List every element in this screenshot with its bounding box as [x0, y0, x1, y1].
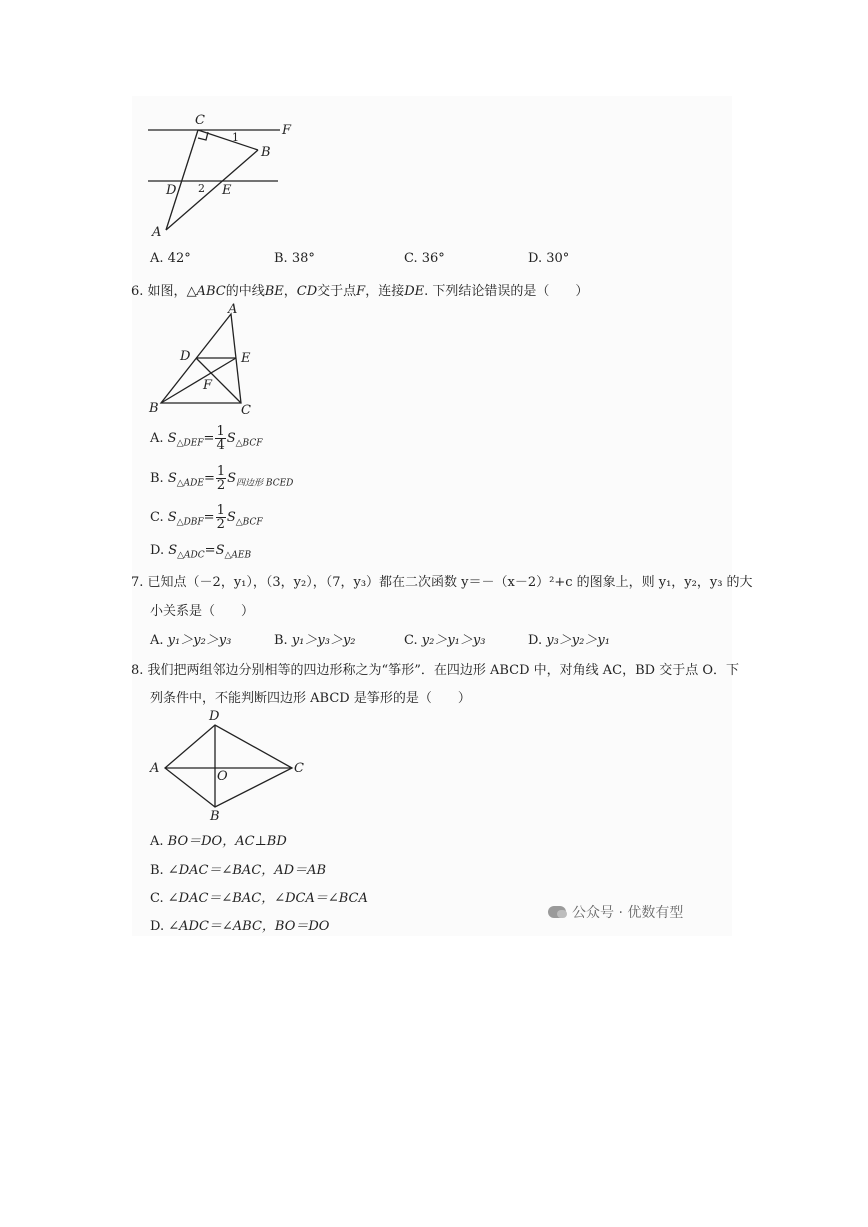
math-sub: △DBF [176, 517, 204, 528]
watermark-text: 公众号 · 优数有型 [572, 905, 684, 921]
option-letter: D. [528, 633, 543, 648]
stem-text: 我们把两组邻边分别相等的四边形称之为“筝形”．在四边形 ABCD 中，对角线 AC，BD 交于点 O．下 [147, 663, 740, 678]
math-sub: △BCF [235, 438, 263, 449]
option-text: 36° [421, 251, 445, 266]
option-letter: A. [150, 834, 164, 849]
option-letter: D. [528, 251, 543, 266]
option-text: 38° [291, 251, 315, 266]
stem-text: ，连接 [365, 284, 405, 299]
math-s: S [226, 510, 236, 525]
math-sub: △ADE [176, 478, 204, 489]
stem-text: 已知点（－2，y₁），（3，y₂），（7，y₃）都在二次函数 y＝－（x－2）²+c 的图象上，则 y₁，y₂，y₃ 的大 [147, 575, 753, 590]
math-eq: = [203, 471, 215, 486]
q8-stem-line1 [131, 659, 739, 678]
stem-math: F [356, 284, 366, 299]
option-letter: B. [150, 863, 164, 878]
stem-math: △ABC [186, 284, 226, 299]
option-letter: C. [150, 891, 164, 906]
fraction [215, 425, 225, 452]
q7-stem-line2 [150, 600, 254, 619]
option-letter: C. [150, 510, 164, 525]
stem-text: ， [283, 284, 297, 299]
q8-stem-line2 [150, 687, 471, 706]
q6-label-e: E [241, 351, 251, 366]
option-letter: D. [150, 543, 165, 558]
q6-option-a[interactable] [150, 425, 262, 452]
q6-option-d[interactable] [150, 543, 251, 561]
q6-stem [131, 280, 588, 299]
q5-segment-ba [166, 150, 258, 230]
q5-label-c: C [195, 113, 205, 128]
fraction-num: 1 [216, 424, 225, 439]
wechat-icon [548, 906, 566, 918]
q8-option-d[interactable] [150, 915, 329, 934]
q6-label-d: D [180, 349, 191, 364]
q7-option-b[interactable] [274, 629, 356, 648]
math-s: S [167, 510, 177, 525]
option-text: y₁＞y₂＞y₃ [167, 633, 232, 648]
question-number: 6. [131, 284, 144, 299]
q8-option-a[interactable] [150, 830, 287, 849]
q5-figure [140, 108, 310, 243]
fraction [216, 504, 226, 531]
option-letter: A. [150, 251, 164, 266]
q8-label-a: A [150, 761, 160, 776]
question-number: 8. [131, 663, 144, 678]
q8-label-o: O [217, 769, 228, 784]
q5-options [150, 251, 710, 269]
q6-option-b[interactable] [150, 465, 293, 492]
q8-figure [145, 705, 315, 823]
q6-label-f: F [203, 378, 213, 393]
stem-math: CD [296, 284, 318, 299]
question-number: 7. [131, 575, 144, 590]
q8-label-b: B [210, 809, 220, 823]
q5-segment-ca [166, 130, 198, 230]
q5-label-e: E [222, 183, 232, 198]
q6-label-a: A [228, 302, 238, 317]
q8-option-b[interactable] [150, 859, 326, 878]
option-letter: B. [150, 471, 164, 486]
watermark [548, 902, 683, 922]
option-letter: C. [404, 633, 418, 648]
math-s: S [215, 543, 225, 558]
math-sub: △BCF [235, 517, 263, 528]
stem-text: 小关系是（ ） [150, 604, 255, 619]
math-s: S [226, 431, 236, 446]
q6-label-c: C [241, 403, 251, 418]
option-letter: B. [274, 251, 288, 266]
stem-text: 的中线 [225, 284, 265, 299]
fraction-den: 2 [216, 517, 225, 532]
q6-figure [145, 300, 270, 420]
q5-label-d: D [166, 183, 177, 198]
fraction-num: 1 [216, 464, 226, 479]
q5-option-a[interactable] [150, 251, 191, 266]
option-text: y₂＞y₁＞y₃ [421, 633, 486, 648]
option-text: 42° [167, 251, 191, 266]
math-s: S [167, 431, 177, 446]
math-sub: △DEF [176, 438, 204, 449]
math-sub: △ADC [177, 550, 205, 561]
option-letter: D. [150, 919, 165, 934]
option-text: ∠ADC＝∠ABC，BO＝DO [168, 919, 330, 934]
q5-option-d[interactable] [528, 251, 569, 266]
q6-segment-be [161, 358, 236, 403]
q5-option-c[interactable] [404, 251, 445, 266]
q5-segment-cb [198, 130, 258, 150]
option-text: 30° [546, 251, 570, 266]
option-text: ∠DAC＝∠BAC，AD＝AB [167, 863, 327, 878]
option-text: y₁＞y₃＞y₂ [291, 633, 356, 648]
stem-text: 如图， [147, 284, 187, 299]
math-eq: = [203, 431, 215, 446]
math-s: S [167, 471, 177, 486]
q5-label-b: B [261, 145, 271, 160]
q5-label-1: 1 [232, 131, 239, 144]
option-text: y₃＞y₂＞y₁ [546, 633, 610, 648]
option-letter: A. [150, 431, 164, 446]
q8-quadrilateral-abcd [165, 725, 292, 807]
option-text: ∠DAC＝∠BAC，∠DCA＝∠BCA [167, 891, 368, 906]
option-letter: C. [404, 251, 418, 266]
stem-text: . 下列结论错误的是（ ） [424, 284, 589, 299]
q5-label-a: A [152, 225, 162, 240]
q8-label-d: D [209, 709, 220, 724]
fraction-den: 2 [216, 478, 226, 493]
math-sub: 四边形 BCED [236, 478, 294, 489]
q6-option-c[interactable] [150, 504, 263, 531]
stem-text: 交于点 [317, 284, 357, 299]
math-eq: = [203, 510, 215, 525]
q8-label-c: C [294, 761, 304, 776]
q6-label-b: B [149, 401, 159, 416]
q7-option-a[interactable] [150, 629, 231, 648]
q7-options [150, 629, 710, 647]
math-sub: △AEB [224, 550, 252, 561]
q8-option-c[interactable] [150, 887, 368, 906]
fraction-num: 1 [216, 503, 225, 518]
math-s: S [227, 471, 237, 486]
q5-option-b[interactable] [274, 251, 315, 266]
fraction-den: 4 [216, 438, 225, 453]
q5-label-f: F [282, 123, 292, 138]
fraction [216, 465, 226, 492]
stem-math: BE [264, 284, 284, 299]
math-eq: = [204, 543, 216, 558]
option-letter: A. [150, 633, 164, 648]
q7-stem-line1 [131, 571, 753, 590]
math-s: S [168, 543, 178, 558]
stem-text: 列条件中，不能判断四边形 ABCD 是筝形的是（ ） [150, 691, 471, 706]
option-text: BO＝DO，AC⊥BD [167, 834, 287, 849]
stem-math: DE [404, 284, 425, 299]
q7-option-c[interactable] [404, 629, 485, 648]
q5-label-2: 2 [198, 182, 205, 195]
option-letter: B. [274, 633, 288, 648]
q7-option-d[interactable] [528, 629, 610, 648]
